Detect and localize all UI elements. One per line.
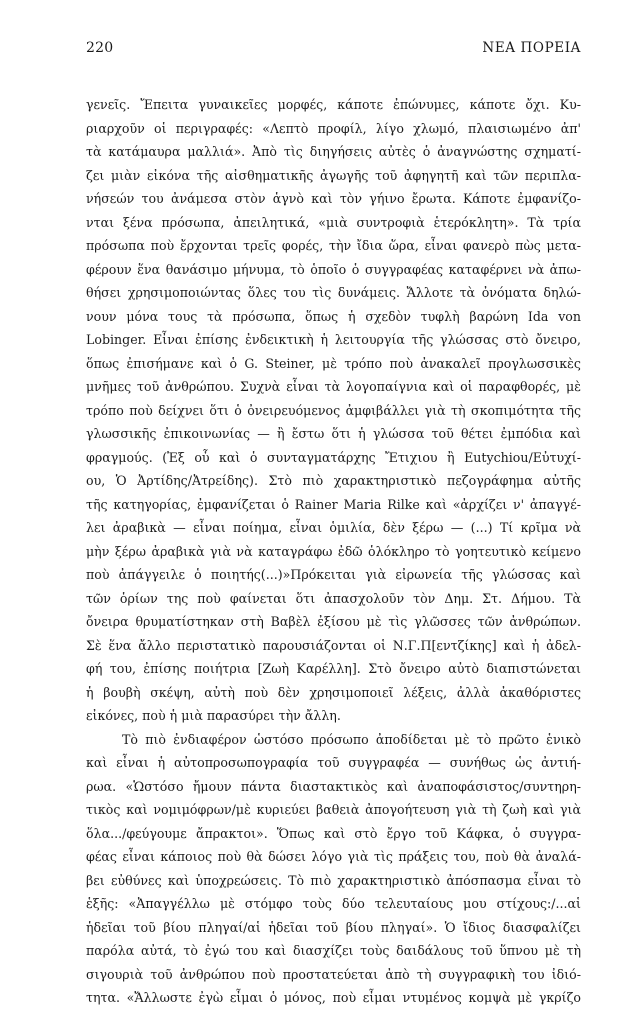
text-line: φή του, ἐπίσης ποιήτρια [Ζωὴ Καρέλλη]. Στὸ ὄνειρο αὐτὸ διαπιστώνεται xyxy=(86,661,581,676)
text-line: τὰ κατάμαυρα μαλλιά». Ἀπὸ τὶς διηγήσεις αὐτὲς ὁ ἀναγνώστης σχηματί- xyxy=(86,144,581,159)
text-line: νουν μόνα τους τὰ πρόσωπα, ὅπως ἡ σχεδὸν τυφλὴ βαρώνη Ida von xyxy=(86,308,581,324)
page-number: 220 xyxy=(86,40,114,56)
text-line: ἡδεῖαι τοῦ βίου πληγαί/αἱ ἡδεῖαι τοῦ βίου πληγαί». Ὁ ἴδιος διασφαλίζει xyxy=(86,919,581,935)
text-line: φραγμούς. (Ἐξ οὗ καὶ ὁ συνταγματάρχης Ἔτιχιου ἢ Eutychiou/Εὐτυχί- xyxy=(86,449,581,465)
text-line: μὴν ξέρω ἀραβικὰ γιὰ νὰ καταγράφω ἐδῶ ὁλόκληρο τὸ γοητευτικὸ κείμενο xyxy=(86,543,581,559)
text-line: βει εὐθύνες καὶ ὑποχρεώσεις. Τὸ πιὸ χαρακτηριστικὸ ἀπόσπασμα εἶναι τὸ xyxy=(86,872,581,888)
text-line: ριαρχοῦν οἱ περιγραφές: «Λεπτὸ προφίλ, λίγο χλωμό, πλαισιωμένο ἀπ' xyxy=(86,120,581,136)
text-line: παρόλα αὐτά, τὸ ἐγώ του καὶ διασχίζει τοὺς δαιδάλους τοῦ ὕπνου μὲ τὴ xyxy=(86,943,581,958)
page-header xyxy=(86,40,581,62)
text-line: γλωσσικῆς ἐπικοινωνίας — ἢ ἔστω ὅτι ἡ γλώσσα τοῦ θέτει ἐμπόδια καὶ xyxy=(86,426,581,441)
text-line: φέας εἶναι κάποιος ποὺ θὰ δώσει λόγο γιὰ τὶς πράξεις του, ποὺ θὰ ἀναλά- xyxy=(86,849,581,864)
text-line: πρόσωπα ποὺ ἔρχονται τρεῖς φορές, τὴν ἴδια ὥρα, εἶναι φανερὸ πὼς μετα- xyxy=(86,238,581,253)
text-line: τρόπο ποὺ δείχνει ὅτι ὁ ὀνειρευόμενος ἀμφιβάλλει γιὰ τὴ σκοπιμότητα τῆς xyxy=(86,402,581,418)
text-line: Lobinger. Εἶναι ἐπίσης ἐνδεικτικὴ ἡ λειτουργία τῆς γλώσσας στὸ ὄνειρο, xyxy=(86,332,581,347)
text-line: τικὸς καὶ νομιμόφρων/μὲ κυριεύει βαθειὰ ἀπογοήτευση γιὰ τὴ ζωὴ καὶ γιὰ xyxy=(86,802,581,817)
text-line: τῶν ὁρίων της ποὺ φαίνεται ὅτι ἀπασχολοῦν τὸν Δημ. Στ. Δήμου. Τὰ xyxy=(86,590,581,606)
text-line: φέρουν ἕνα θανάσιμο μήνυμα, τὸ ὁποῖο ὁ συγγραφέας καταφέρνει νὰ ἀπω- xyxy=(86,261,581,277)
running-title: ΝΕΑ ΠΟΡΕΙΑ xyxy=(482,40,581,56)
text-line: Τὸ πιὸ ἐνδιαφέρον ὡστόσο πρόσωπο ἀποδίδεται μὲ τὸ πρῶτο ἑνικὸ xyxy=(122,731,581,747)
text-line: ου, Ὁ Ἀρτίδης/Ἀτρείδης). Στὸ πιὸ χαρακτηριστικὸ πεζογράφημα αὐτῆς xyxy=(86,473,581,488)
text-line: Σὲ ἕνα ἄλλο περιστατικὸ παρουσιάζονται οἱ Ν.Γ.Π[εντζίκης] καὶ ἡ ἀδελ- xyxy=(86,637,581,653)
text-line: ὅλα.../φεύγουμε ἄπρακτοι». Ὅπως καὶ στὸ ἔργο τοῦ Κάφκα, ὁ συγγρα- xyxy=(86,825,581,841)
text-line: μνῆμες τοῦ ἀνθρώπου. Συχνὰ εἶναι τὰ λογοπαίγνια καὶ οἱ παραφθορές, μὲ xyxy=(86,379,581,394)
body-text xyxy=(86,93,581,1010)
text-line: ὄνειρα θρυματίστηκαν στὴ Βαβὲλ ἐξίσου μὲ τὶς γλῶσσες τῶν ἀνθρώπων. xyxy=(86,614,581,629)
text-line: εἰκόνες, ποὺ ἡ μιὰ παρασύρει τὴν ἄλλη. xyxy=(86,708,341,723)
text-line: τητα. «Ἄλλωστε ἐγὼ εἶμαι ὁ μόνος, ποὺ εἶμαι ντυμένος κομψὰ μὲ γκρίζο xyxy=(86,990,581,1005)
text-line: ζει μιὰν εἰκόνα τῆς αἰσθηματικῆς ἀγωγῆς τοῦ ἀφηγητῆ καὶ τῶν περιπλα- xyxy=(86,167,581,183)
text-line: θήσει χρησιμοποιώντας ὅλες του τὶς δυνάμεις. Ἄλλοτε τὰ ὀνόματα δηλώ- xyxy=(86,285,581,300)
text-line: ἡ βουβὴ σκέψη, αὐτὴ ποὺ δὲν χρησιμοποιεῖ λέξεις, ἀλλὰ ἀκαθόριστες xyxy=(86,684,581,700)
text-line: ρωα. «Ὡστόσο ἤμουν πάντα διαστακτικὸς καὶ ἀναποφάσιστος/συντηρη- xyxy=(86,778,581,794)
text-line: γενεῖς. Ἔπειτα γυναικεῖες μορφές, κάποτε ἐπώνυμες, κάποτε ὄχι. Κυ- xyxy=(86,97,581,112)
text-line: νται ξένα πρόσωπα, ἀπειλητικά, «μιὰ συντροφιὰ ἑτερόκλητη». Τὰ τρία xyxy=(86,214,581,230)
paragraph-2 xyxy=(86,728,581,1010)
text-line: σιγουριὰ τοῦ ἀνθρώπου ποὺ προστατεύεται ἀπὸ τὴ συγγραφικὴ του ἰδιό- xyxy=(86,966,581,982)
text-line: ποὺ ἀπάγγειλε ὁ ποιητής(...)»Πρόκειται γιὰ εἰρωνεία τῆς γλώσσας καὶ xyxy=(86,567,581,582)
text-line: νήσεών του ἀνάμεσα στὸν ἁγνὸ καὶ τὸν γήινο ἔρωτα. Κάποτε ἐμφανίζο- xyxy=(86,191,581,206)
text-line: ἑξῆς: «Ἀπαγγέλλω μὲ στόμφο τοὺς δύο τελευταίους μου στίχους:/...αἱ xyxy=(86,896,581,911)
text-line: τῆς κατηγορίας, ἐμφανίζεται ὁ Rainer Maria Rilke καὶ «ἀρχίζει ν' ἀπαγγέ- xyxy=(86,496,581,512)
paragraph-1 xyxy=(86,93,581,728)
text-line: καὶ εἶναι ἡ αὐτοπροσωπογραφία τοῦ συγγραφέα — συνήθως ὡς ἀντιή- xyxy=(86,755,581,770)
text-line: λει ἀραβικὰ — εἶναι ποίημα, εἶναι ὁμιλία, δὲν ξέρω — (...) Τί κρῖμα νὰ xyxy=(86,520,581,535)
text-line: ὅπως ἐπισήμανε καὶ ὁ G. Steiner, μὲ τρόπο ποὺ ἀνακαλεῖ προγλωσσικὲς xyxy=(86,355,581,371)
